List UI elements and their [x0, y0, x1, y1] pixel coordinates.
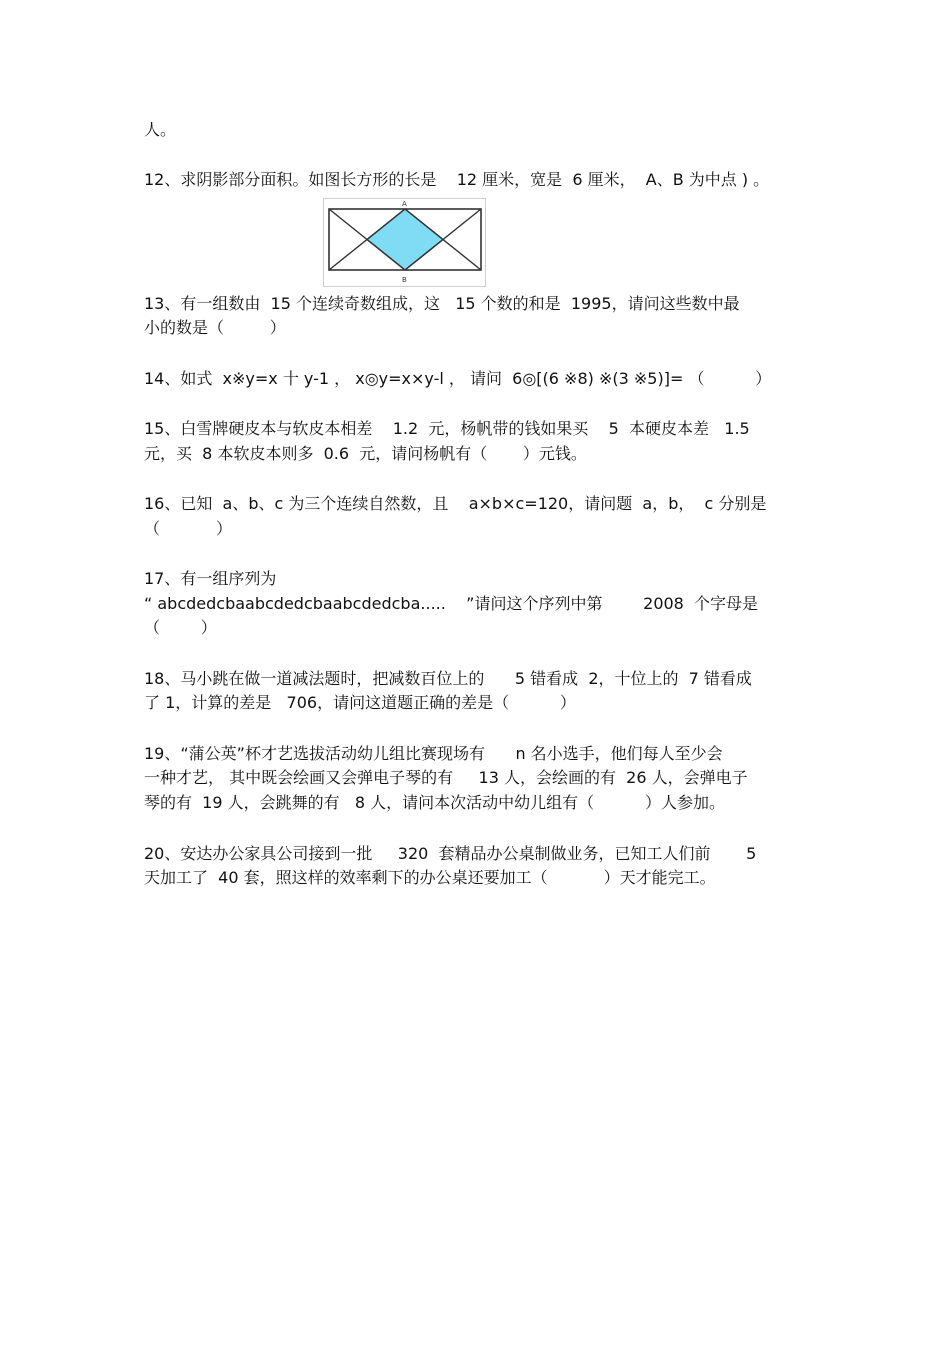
point-b-label: B [402, 276, 407, 284]
question-16-line-2: （ ） [144, 519, 232, 538]
shaded-rhombus [367, 209, 443, 270]
question-20-line-2: 天加工了 40 套，照这样的效率剩下的办公桌还要加工（ ）天才能完工。 [144, 868, 716, 887]
question-16-line-1: 16、已知 a、b、c 为三个连续自然数，且 a×b×c=120，请问题 a，b， c 分别是 [144, 494, 767, 513]
question-18-line-2: 了 1，计算的差是 706，请问这道题正确的差是（ ） [144, 693, 576, 712]
question-17-line-2: “ abcdedcbaabcdedcbaabcdedcba..... ”请问这个序列中第 2008 个字母是 [144, 594, 759, 613]
point-a-label: A [402, 200, 407, 208]
question-13-line-2: 小的数是（ ） [144, 318, 286, 337]
question-19-line-1: 19、“蒲公英”杯才艺选拔活动幼儿组比赛现场有 n 名小选手，他们每人至少会 [144, 744, 723, 763]
top-fragment-text: 人。 [144, 120, 177, 139]
question-20-line-1: 20、安达办公家具公司接到一批 320 套精品办公桌制做业务，已知工人们前 5 [144, 844, 757, 863]
question-17-line-1: 17、有一组序列为 [144, 569, 277, 588]
rectangle-shaded-figure [323, 198, 487, 288]
question-19-line-2: 一种才艺， 其中既会绘画又会弹电子琴的有 13 人，会绘画的有 26 人，会弹电子 [144, 768, 748, 787]
question-15-line-2: 元，买 8 本软皮本则多 0.6 元，请问杨帆有（ ）元钱。 [144, 444, 587, 463]
question-17-line-3: （ ） [144, 618, 217, 637]
question-13-line-1: 13、有一组数由 15 个连续奇数组成，这 15 个数的和是 1995，请问这些数中最 [144, 294, 740, 313]
rectangle-diagram [323, 198, 487, 288]
question-15-line-1: 15、白雪牌硬皮本与软皮本相差 1.2 元，杨帆带的钱如果买 5 本硬皮本差 1.5 [144, 419, 750, 438]
question-14-text: 14、如式 x※y=x 十 y-1 ， x◎y=x×y-l ， 请问 6◎[(6 ※8) ※(3 ※5)]= （ ） [144, 369, 772, 388]
question-12-text: 12、求阴影部分面积。如图长方形的长是 12 厘米，宽是 6 厘米， A、B 为中点 ) 。 [144, 170, 770, 189]
question-19-line-3: 琴的有 19 人，会跳舞的有 8 人，请问本次活动中幼儿组有（ ）人参加。 [144, 793, 726, 812]
question-18-line-1: 18、马小跳在做一道减法题时，把减数百位上的 5 错看成 2，十位上的 7 错看成 [144, 669, 752, 688]
